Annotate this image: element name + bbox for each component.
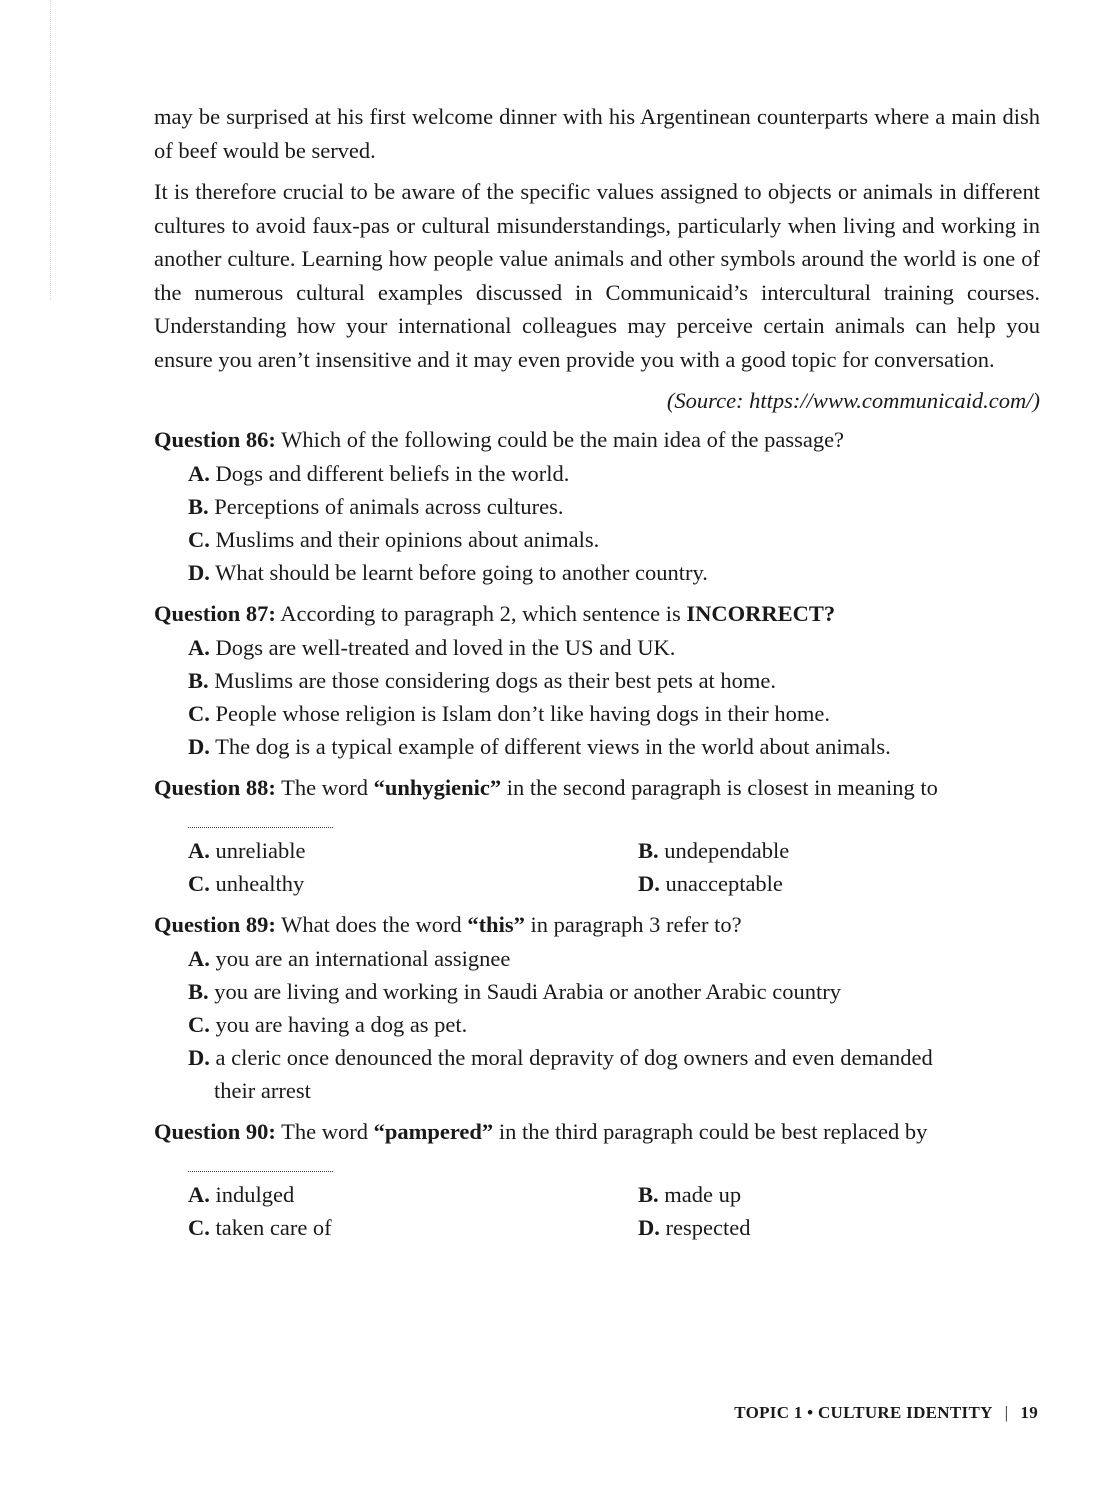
options-grid [154, 1178, 1040, 1244]
question-stem: Question 88: The word “unhygienic” in the second paragraph is closest in meaning to [154, 775, 938, 800]
page-content [154, 100, 1040, 1252]
option-d[interactable]: D. respected [638, 1215, 751, 1240]
option-a[interactable]: A. you are an international assignee [188, 946, 511, 971]
question-88 [154, 771, 1040, 900]
option-d[interactable]: D. unacceptable [638, 871, 783, 896]
page-number: 19 [1020, 1403, 1038, 1422]
option-d[interactable]: D. a cleric once denounced the moral depravity of dog owners and even demanded [188, 1045, 933, 1070]
option-c[interactable]: C. taken care of [188, 1215, 332, 1240]
answer-blank [188, 817, 333, 828]
question-90 [154, 1115, 1040, 1244]
footer-topic: TOPIC 1 • CULTURE IDENTITY [734, 1403, 993, 1422]
passage-paragraph-1: may be surprised at his first welcome dinner with his Argentinean counterparts where a main dish of beef would be served. [154, 104, 1040, 163]
passage-source: (Source: https://www.communicaid.com/) [666, 388, 1040, 413]
option-b[interactable]: B. Muslims are those considering dogs as their best pets at home. [188, 668, 777, 693]
option-d-continuation: their arrest [214, 1078, 311, 1103]
options-grid [154, 834, 1040, 900]
option-d[interactable]: D. What should be learnt before going to another country. [188, 560, 708, 585]
option-b[interactable]: B. Perceptions of animals across cultures. [188, 494, 564, 519]
question-label: Question 90: [154, 1119, 276, 1144]
question-89 [154, 908, 1040, 1107]
question-text: Which of the following could be the main idea of the passage? [281, 427, 845, 452]
emphasis-word: INCORRECT? [686, 601, 836, 626]
emphasis-word: “pampered” [373, 1119, 494, 1144]
option-b[interactable]: B. you are living and working in Saudi Arabia or another Arabic country [188, 979, 841, 1004]
option-a[interactable]: A. Dogs and different beliefs in the world. [188, 461, 570, 486]
option-c[interactable]: C. you are having a dog as pet. [188, 1012, 468, 1037]
question-stem: Question 89: What does the word “this” in paragraph 3 refer to? [154, 912, 742, 937]
question-stem: Question 90: The word “pampered” in the third paragraph could be best replaced by [154, 1119, 928, 1144]
question-86 [154, 423, 1040, 589]
option-c[interactable]: C. Muslims and their opinions about animals. [188, 527, 600, 552]
option-d[interactable]: D. The dog is a typical example of different views in the world about animals. [188, 734, 891, 759]
margin-guide [50, 0, 52, 300]
option-c[interactable]: C. People whose religion is Islam don’t like having dogs in their home. [188, 701, 830, 726]
option-b[interactable]: B. made up [638, 1182, 742, 1207]
emphasis-word: “this” [467, 912, 525, 937]
question-label: Question 86: [154, 427, 276, 452]
option-b[interactable]: B. undependable [638, 838, 790, 863]
option-c[interactable]: C. unhealthy [188, 871, 305, 896]
emphasis-word: “unhygienic” [373, 775, 502, 800]
question-label: Question 87: [154, 601, 276, 626]
question-label: Question 88: [154, 775, 276, 800]
option-a[interactable]: A. Dogs are well-treated and loved in the US and UK. [188, 635, 676, 660]
page-footer [734, 1403, 1038, 1423]
question-stem [154, 423, 1040, 457]
footer-separator: | [1004, 1403, 1009, 1422]
answer-blank [188, 1161, 333, 1172]
question-87 [154, 597, 1040, 763]
option-a[interactable]: A. indulged [188, 1182, 295, 1207]
question-label: Question 89: [154, 912, 276, 937]
passage-paragraph-2: It is therefore crucial to be aware of the specific values assigned to objects or animals in different cultures to avoid faux-pas or cultural misunderstandings, particularly when living and working in another culture. Learning how people value animals and other symbols around the world is one of the numerous cultural examples discussed in Communicaid’s intercultural training courses. Understanding how your international colleagues may perceive certain animals can help you ensure you aren’t insensitive and it may even provide you with a good topic for conversation. [154, 179, 1040, 372]
option-a[interactable]: A. unreliable [188, 838, 306, 863]
question-stem: Question 87: According to paragraph 2, which sentence is INCORRECT? [154, 601, 836, 626]
